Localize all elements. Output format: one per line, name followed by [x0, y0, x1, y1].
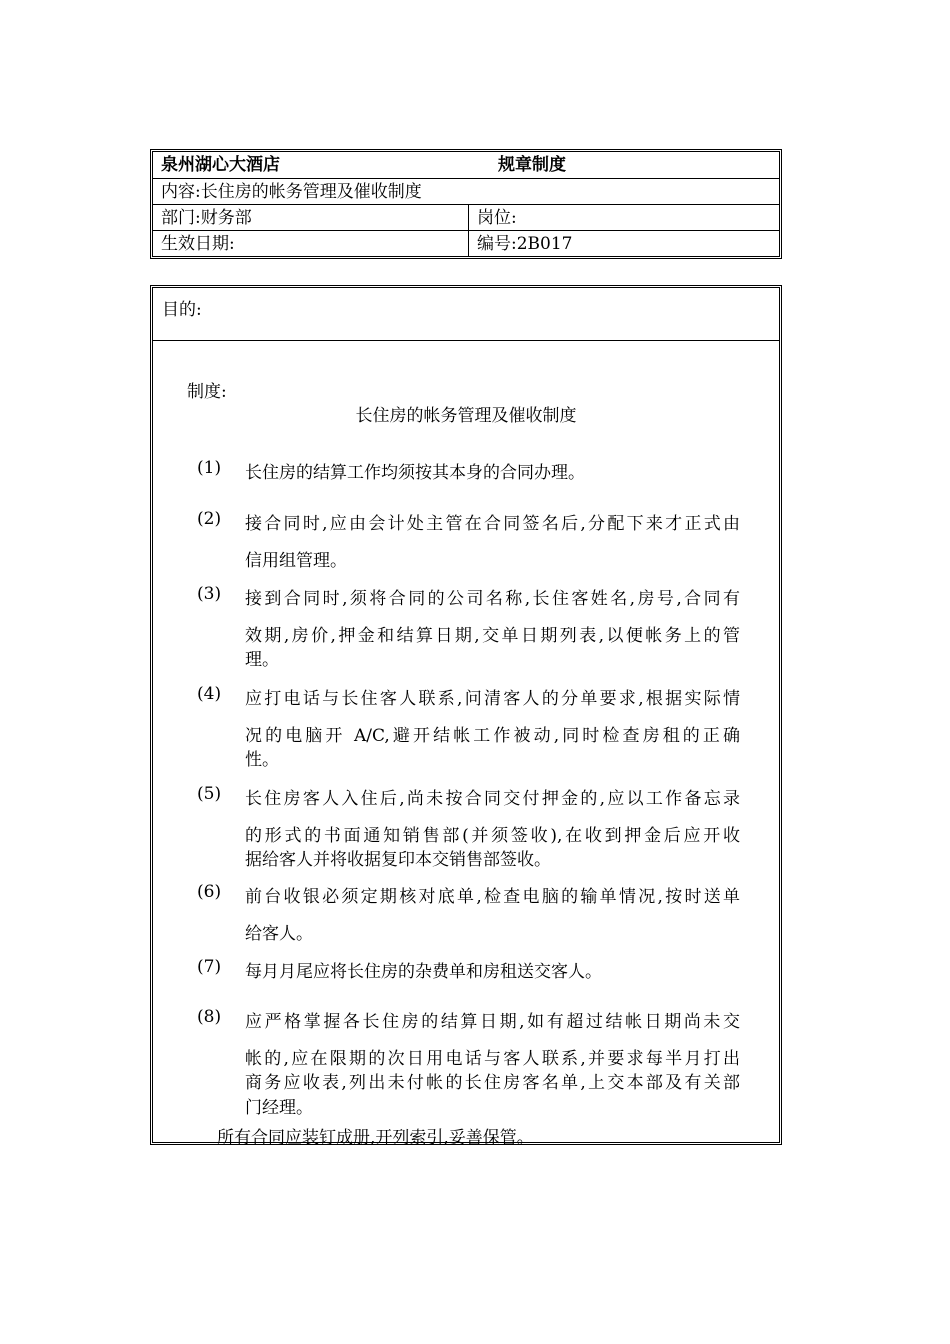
rule-number: (3) — [197, 584, 222, 604]
rule-number: (5) — [197, 784, 222, 804]
rule-line: 给客人。 — [245, 924, 313, 944]
rule-number: (2) — [197, 509, 222, 529]
rule-number: (4) — [197, 684, 222, 704]
content-field: 内容:长住房的帐务管理及催收制度 — [161, 182, 422, 202]
position-field: 岗位: — [468, 205, 779, 230]
rule-number: (8) — [197, 1007, 222, 1027]
header-table — [150, 149, 782, 259]
rule-line: 的形式的书面通知销售部(并须签收),在收到押金后应开收 — [245, 826, 740, 846]
number-field: 编号:2B017 — [468, 231, 779, 256]
rule-line: 商务应收表,列出未付帐的长住房客名单,上交本部及有关部 — [245, 1073, 740, 1093]
purpose-row — [153, 288, 779, 341]
rule-line: 应严格掌握各长住房的结算日期,如有超过结帐日期尚未交 — [245, 1012, 740, 1032]
rule-line: 帐的,应在限期的次日用电话与客人联系,并要求每半月打出 — [245, 1049, 740, 1069]
hotel-name: 泉州湖心大酒店 — [161, 155, 280, 175]
rule-line: 前台收银必须定期核对底单,检查电脑的输单情况,按时送单 — [245, 887, 740, 907]
rule-line: 信用组管理。 — [245, 551, 347, 571]
rule-line: 理。 — [245, 650, 279, 670]
rule-line: 每月月尾应将长住房的杂费单和房租送交客人。 — [245, 962, 602, 982]
rule-number: (1) — [197, 458, 222, 478]
rule-line: 长住房客人入住后,尚未按合同交付押金的,应以工作备忘录 — [245, 789, 740, 809]
rule-line: 据给客人并将收据复印本交销售部签收。 — [245, 850, 551, 870]
effective-date-field: 生效日期: — [161, 234, 235, 254]
document-title: 长住房的帐务管理及催收制度 — [355, 406, 577, 426]
header-row-date — [153, 231, 779, 256]
rule-line: 接合同时,应由会计处主管在合同签名后,分配下来才正式由 — [245, 514, 740, 534]
department-field: 部门:财务部 — [161, 208, 252, 228]
body-table — [150, 285, 782, 1148]
rule-line: 门经理。 — [245, 1098, 313, 1118]
rule-number: (6) — [197, 882, 222, 902]
header-row-content — [153, 179, 779, 205]
rule-number: (7) — [197, 957, 222, 977]
rule-line: 性。 — [245, 750, 279, 770]
header-row-title — [153, 152, 779, 179]
doc-type: 规章制度 — [498, 155, 566, 175]
rule-line: 长住房的结算工作均须按其本身的合同办理。 — [245, 463, 585, 483]
rule-line: 应打电话与长住客人联系,问清客人的分单要求,根据实际情 — [245, 689, 740, 709]
footer-note: 所有合同应装钉成册,开列索引,妥善保管。 — [217, 1128, 534, 1148]
system-label: 制度: — [187, 382, 227, 402]
header-row-department — [153, 205, 779, 231]
purpose-label: 目的: — [162, 300, 202, 320]
rule-line: 况的电脑开 A/C,避开结帐工作被动,同时检查房租的正确 — [245, 726, 740, 746]
rule-line: 接到合同时,须将合同的公司名称,长住客姓名,房号,合同有 — [245, 589, 740, 609]
rule-line: 效期,房价,押金和结算日期,交单日期列表,以便帐务上的管 — [245, 626, 740, 646]
